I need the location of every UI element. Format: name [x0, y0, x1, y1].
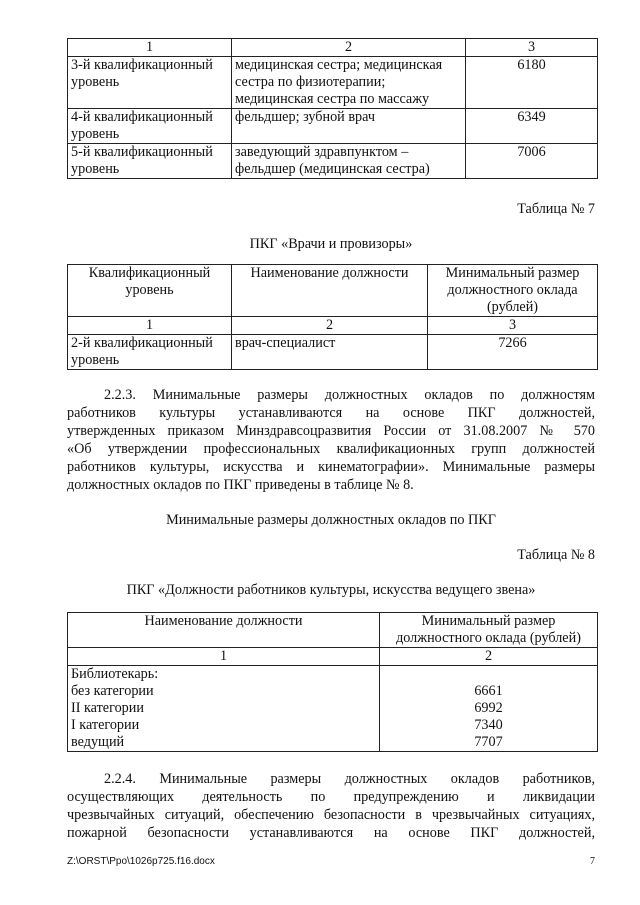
salary-value: 7340	[474, 717, 503, 733]
cell-line: 5-й квалификационный	[71, 144, 213, 160]
position-name-cell	[232, 144, 466, 179]
page-number: 7	[590, 856, 595, 867]
column-number-3: 3	[466, 39, 598, 57]
cell-line: 2-й квалификационный	[71, 335, 213, 351]
table-header-row	[68, 265, 598, 317]
table-number-row	[68, 39, 598, 57]
column-number-2: 2	[232, 317, 428, 335]
header-line: должностного оклада	[447, 282, 578, 298]
list-item: II категории	[71, 700, 144, 716]
paragraph-line: пожарной безопасности устанавливаются на основе ПКГ должностей,	[67, 825, 595, 841]
header-line: должностного оклада (рублей)	[396, 630, 581, 646]
cell-line: фельдшер (медицинская сестра)	[235, 161, 430, 177]
paragraph-line: 2.2.3. Минимальные размеры должностных окладов по должностям	[104, 387, 595, 403]
table-8-title: ПКГ «Должности работников культуры, искусства ведущего звена»	[126, 582, 536, 598]
header-line: Минимальный размер	[445, 265, 580, 281]
cell-line: уровень	[71, 352, 120, 368]
group-label: Библиотекарь:	[71, 666, 159, 682]
paragraph-line: утвержденных приказом Минздравсоцразвития России от 31.08.2007 № 570	[67, 423, 595, 439]
salary-cell: 7006	[466, 144, 598, 179]
paragraph-line: 2.2.4. Минимальные размеры должностных окладов работников,	[104, 771, 595, 787]
table-row	[68, 57, 598, 109]
paragraph-line: должностных окладов по ПКГ приведены в таблице № 8.	[67, 477, 414, 493]
salary-cell: 6349	[466, 109, 598, 144]
column-number-1: 1	[68, 317, 232, 335]
position-name-cell	[232, 57, 466, 109]
cell-line: медицинская сестра; медицинская	[235, 57, 443, 73]
column-header-position: Наименование должности	[68, 613, 380, 648]
header-line: Квалификационный	[88, 265, 211, 281]
column-number-1: 1	[68, 648, 380, 666]
cell-line: сестра по физиотерапии;	[235, 74, 386, 90]
paragraph-line: работников культуры устанавливаются на основе ПКГ должностей,	[67, 405, 595, 421]
position-name-cell	[232, 109, 466, 144]
column-header-position: Наименование должности	[232, 265, 428, 317]
cell-line: 4-й квалификационный	[71, 109, 213, 125]
table-number-row	[68, 648, 598, 666]
column-header-salary	[428, 265, 598, 317]
table-header-row	[68, 613, 598, 648]
column-number-2: 2	[380, 648, 598, 666]
cell-line: уровень	[71, 126, 120, 142]
paragraph-line: «Об утверждении профессиональных квалификационных групп должностей	[67, 441, 595, 457]
table-7	[67, 264, 598, 370]
cell-line: уровень	[71, 161, 120, 177]
table-7-title: ПКГ «Врачи и провизоры»	[249, 236, 413, 252]
table-6-continuation	[67, 38, 598, 179]
cell-line: фельдшер; зубной врач	[235, 109, 375, 125]
column-number-2: 2	[232, 39, 466, 57]
cell-line: 3-й квалификационный	[71, 57, 213, 73]
table-7-number: Таблица № 7	[517, 201, 595, 217]
qualification-level-cell	[68, 57, 232, 109]
header-line: уровень	[125, 282, 174, 298]
cell-line: заведующий здравпунктом –	[235, 144, 409, 160]
table-8	[67, 612, 598, 752]
salary-list-cell	[380, 666, 598, 752]
table-row	[68, 144, 598, 179]
list-item: ведущий	[71, 734, 125, 750]
table-row	[68, 335, 598, 370]
position-list-cell	[68, 666, 380, 752]
table-row	[68, 109, 598, 144]
table-row	[68, 666, 598, 752]
column-number-1: 1	[68, 39, 232, 57]
column-number-3: 3	[428, 317, 598, 335]
qualification-level-cell	[68, 144, 232, 179]
table-number-row	[68, 317, 598, 335]
salary-value: 6992	[474, 700, 503, 716]
paragraph-2-2-4	[67, 770, 595, 842]
salary-cell: 6180	[466, 57, 598, 109]
salary-value: 7707	[474, 734, 503, 750]
list-item: I категории	[71, 717, 140, 733]
header-line: Минимальный размер	[421, 613, 556, 629]
qualification-level-cell	[68, 109, 232, 144]
paragraph-line: работников культуры, искусства и кинематографии». Минимальные размеры	[67, 459, 595, 475]
section-heading: Минимальные размеры должностных окладов по ПКГ	[166, 512, 496, 528]
list-item: без категории	[71, 683, 154, 699]
paragraph-line: чрезвычайных ситуаций, обеспечению безопасности в чрезвычайных ситуациях,	[67, 807, 595, 823]
qualification-level-cell	[68, 335, 232, 370]
table-8-number: Таблица № 8	[517, 547, 595, 563]
spacer	[383, 666, 594, 683]
salary-cell: 7266	[428, 335, 598, 370]
paragraph-line: осуществляющих деятельность по предупреждению и ликвидации	[67, 789, 595, 805]
cell-line: уровень	[71, 74, 120, 90]
footer-file-path: Z:\ORST\Ppo\1026p725.f16.docx	[67, 856, 215, 867]
column-header-level	[68, 265, 232, 317]
paragraph-2-2-3	[67, 386, 595, 494]
position-name-cell: врач-специалист	[232, 335, 428, 370]
salary-value: 6661	[474, 683, 503, 699]
cell-line: медицинская сестра по массажу	[235, 91, 430, 107]
header-line: (рублей)	[486, 299, 539, 315]
column-header-salary	[380, 613, 598, 648]
